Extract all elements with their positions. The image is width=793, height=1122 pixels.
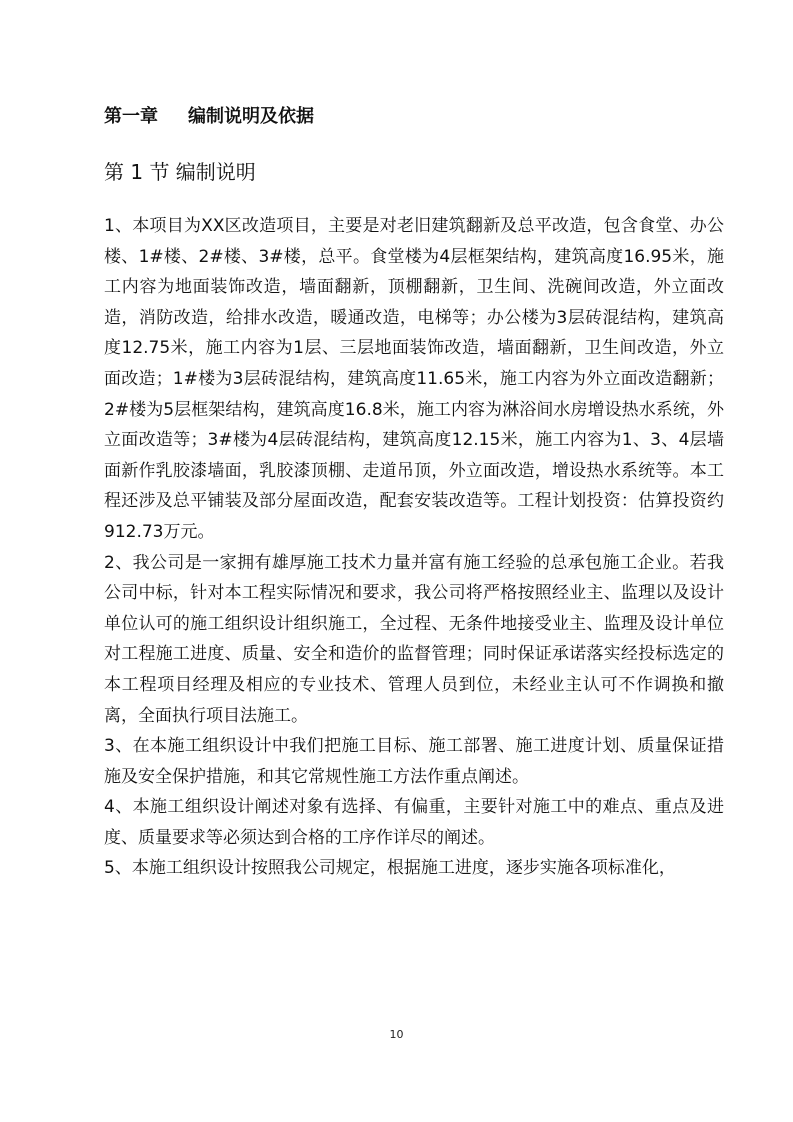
- page-number: 10: [389, 1028, 404, 1041]
- body-text: [104, 211, 724, 884]
- chapter-title-text: 编制说明及依据: [188, 106, 314, 127]
- section-heading: 第 1 节 编制说明: [104, 160, 256, 184]
- paragraph-2: 2、我公司是一家拥有雄厚施工技术力量并富有施工经验的总承包施工企业。若我公司中标，针对本工程实际情况和要求，我公司将严格按照经业主、监理以及设计单位认可的施工组织设计组织施工，全过程、无条件地接受业主、监理及设计单位对工程施工进度、质量、安全和造价的监督管理；同时保证承诺落实经投标选定的本工程项目经理及相应的专业技术、管理人员到位，未经业主认可不作调换和撤离，全面执行项目法施工。: [104, 552, 724, 726]
- paragraph-1: 1、本项目为XX区改造项目，主要是对老旧建筑翻新及总平改造，包含食堂、办公楼、1#楼、2#楼、3#楼，总平。食堂楼为4层框架结构，建筑高度16.95米，施工内容为地面装饰改造，墙面翻新，顶棚翻新，卫生间、洗碗间改造，外立面改造，消防改造，给排水改造，暖通改造，电梯等；办公楼为3层砖混结构，建筑高度12.75米，施工内容为1层、三层地面装饰改造，墙面翻新，卫生间改造，外立面改造；1#楼为3层砖混结构，建筑高度11.65米，施工内容为外立面改造翻新；2#楼为5层框架结构，建筑高度16.8米，施工内容为淋浴间水房增设热水系统，外立面改造等；3#楼为4层砖混结构，建筑高度12.15米，施工内容为1、3、4层墙面新作乳胶漆墙面，乳胶漆顶棚、走道吊顶，外立面改造，增设热水系统等。本工程还涉及总平铺装及部分屋面改造，配套安装改造等。工程计划投资：估算投资约912.73万元。: [104, 216, 724, 542]
- paragraph-3: 3、在本施工组织设计中我们把施工目标、施工部署、施工进度计划、质量保证措施及安全保护措施，和其它常规性施工方法作重点阐述。: [104, 736, 724, 787]
- paragraph-5: 5、本施工组织设计按照我公司规定，根据施工进度，逐步实施各项标准化，: [104, 858, 676, 879]
- paragraph-4: 4、本施工组织设计阐述对象有选择、有偏重，主要针对施工中的难点、重点及进度、质量要求等必须达到合格的工序作详尽的阐述。: [104, 797, 724, 848]
- chapter-number: 第一章: [104, 106, 158, 127]
- chapter-heading: [104, 104, 314, 130]
